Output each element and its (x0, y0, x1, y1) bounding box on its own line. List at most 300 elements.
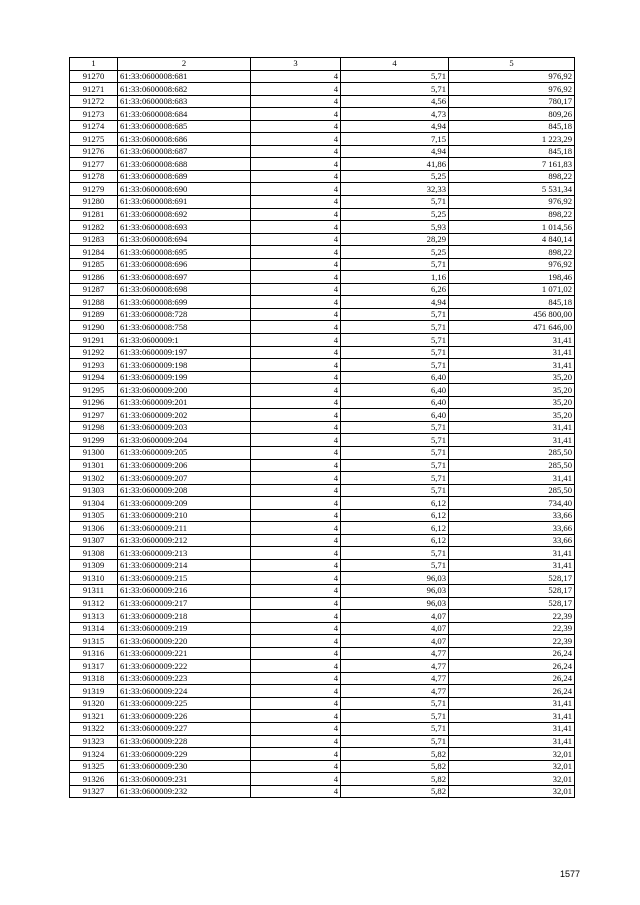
area-cell: 4,73 (341, 108, 449, 121)
cadastral-number-cell: 61:33:0600008:684 (118, 108, 251, 121)
table-row (70, 722, 575, 735)
category-cell: 4 (251, 95, 341, 108)
value-cell: 845,18 (449, 296, 575, 309)
row-number-cell: 91313 (70, 610, 118, 623)
table-row (70, 472, 575, 485)
cadastral-number-cell: 61:33:0600009:199 (118, 371, 251, 384)
category-cell: 4 (251, 434, 341, 447)
table-row (70, 572, 575, 585)
row-number-cell: 91281 (70, 208, 118, 221)
table-row (70, 484, 575, 497)
table-row (70, 785, 575, 798)
value-cell: 32,01 (449, 785, 575, 798)
category-cell: 4 (251, 246, 341, 259)
area-cell: 5,71 (341, 346, 449, 359)
value-cell: 1 071,02 (449, 283, 575, 296)
row-number-cell: 91310 (70, 572, 118, 585)
cadastral-number-cell: 61:33:0600009:200 (118, 384, 251, 397)
area-cell: 4,77 (341, 660, 449, 673)
header-row (70, 58, 575, 71)
table-row (70, 509, 575, 522)
cadastral-number-cell: 61:33:0600009:211 (118, 522, 251, 535)
cadastral-number-cell: 61:33:0600009:215 (118, 572, 251, 585)
value-cell: 31,41 (449, 697, 575, 710)
table-row (70, 346, 575, 359)
table-row (70, 196, 575, 209)
cadastral-number-cell: 61:33:0600009:203 (118, 421, 251, 434)
table-row (70, 108, 575, 121)
area-cell: 6,40 (341, 409, 449, 422)
cadastral-number-cell: 61:33:0600008:690 (118, 183, 251, 196)
value-cell: 285,50 (449, 484, 575, 497)
category-cell: 4 (251, 359, 341, 372)
row-number-cell: 91289 (70, 308, 118, 321)
value-cell: 31,41 (449, 710, 575, 723)
area-cell: 5,71 (341, 83, 449, 96)
area-cell: 4,07 (341, 610, 449, 623)
value-cell: 528,17 (449, 597, 575, 610)
table-row (70, 283, 575, 296)
table-row (70, 83, 575, 96)
table-row (70, 271, 575, 284)
cadastral-number-cell: 61:33:0600008:686 (118, 133, 251, 146)
cadastral-number-cell: 61:33:0600009:1 (118, 334, 251, 347)
column-header: 3 (251, 58, 341, 71)
value-cell: 31,41 (449, 334, 575, 347)
value-cell: 31,41 (449, 359, 575, 372)
category-cell: 4 (251, 509, 341, 522)
value-cell: 1 014,56 (449, 221, 575, 234)
cadastral-number-cell: 61:33:0600008:693 (118, 221, 251, 234)
cadastral-number-cell: 61:33:0600009:231 (118, 773, 251, 786)
row-number-cell: 91319 (70, 685, 118, 698)
area-cell: 5,71 (341, 421, 449, 434)
row-number-cell: 91316 (70, 647, 118, 660)
area-cell: 5,71 (341, 258, 449, 271)
value-cell: 976,92 (449, 70, 575, 83)
area-cell: 6,12 (341, 509, 449, 522)
category-cell: 4 (251, 196, 341, 209)
row-number-cell: 91301 (70, 459, 118, 472)
value-cell: 26,24 (449, 685, 575, 698)
cadastral-number-cell: 61:33:0600009:197 (118, 346, 251, 359)
area-cell: 4,77 (341, 685, 449, 698)
value-cell: 528,17 (449, 584, 575, 597)
category-cell: 4 (251, 321, 341, 334)
value-cell: 845,18 (449, 145, 575, 158)
row-number-cell: 91290 (70, 321, 118, 334)
area-cell: 6,40 (341, 371, 449, 384)
table-row (70, 697, 575, 710)
cadastral-number-cell: 61:33:0600008:682 (118, 83, 251, 96)
data-table (69, 57, 575, 798)
value-cell: 26,24 (449, 672, 575, 685)
value-cell: 898,22 (449, 246, 575, 259)
category-cell: 4 (251, 622, 341, 635)
category-cell: 4 (251, 722, 341, 735)
category-cell: 4 (251, 760, 341, 773)
value-cell: 31,41 (449, 434, 575, 447)
cadastral-number-cell: 61:33:0600008:696 (118, 258, 251, 271)
area-cell: 6,40 (341, 384, 449, 397)
cadastral-number-cell: 61:33:0600009:201 (118, 396, 251, 409)
table-row (70, 321, 575, 334)
area-cell: 5,71 (341, 710, 449, 723)
area-cell: 5,71 (341, 472, 449, 485)
area-cell: 5,82 (341, 760, 449, 773)
table-row (70, 434, 575, 447)
table-row (70, 384, 575, 397)
cadastral-number-cell: 61:33:0600009:225 (118, 697, 251, 710)
row-number-cell: 91272 (70, 95, 118, 108)
category-cell: 4 (251, 108, 341, 121)
row-number-cell: 91284 (70, 246, 118, 259)
value-cell: 809,26 (449, 108, 575, 121)
cadastral-number-cell: 61:33:0600009:228 (118, 735, 251, 748)
value-cell: 32,01 (449, 748, 575, 761)
cadastral-number-cell: 61:33:0600009:214 (118, 559, 251, 572)
row-number-cell: 91287 (70, 283, 118, 296)
table-row (70, 584, 575, 597)
value-cell: 976,92 (449, 83, 575, 96)
value-cell: 22,39 (449, 635, 575, 648)
table-row (70, 685, 575, 698)
category-cell: 4 (251, 384, 341, 397)
table-row (70, 396, 575, 409)
category-cell: 4 (251, 635, 341, 648)
table-row (70, 522, 575, 535)
value-cell: 31,41 (449, 547, 575, 560)
row-number-cell: 91320 (70, 697, 118, 710)
cadastral-number-cell: 61:33:0600008:689 (118, 170, 251, 183)
value-cell: 35,20 (449, 384, 575, 397)
table-row (70, 133, 575, 146)
category-cell: 4 (251, 396, 341, 409)
table-row (70, 359, 575, 372)
area-cell: 5,71 (341, 359, 449, 372)
area-cell: 5,71 (341, 459, 449, 472)
area-cell: 4,77 (341, 672, 449, 685)
table-row (70, 748, 575, 761)
value-cell: 780,17 (449, 95, 575, 108)
area-cell: 5,71 (341, 735, 449, 748)
value-cell: 33,66 (449, 522, 575, 535)
row-number-cell: 91299 (70, 434, 118, 447)
row-number-cell: 91324 (70, 748, 118, 761)
cadastral-number-cell: 61:33:0600009:212 (118, 534, 251, 547)
category-cell: 4 (251, 459, 341, 472)
category-cell: 4 (251, 183, 341, 196)
row-number-cell: 91315 (70, 635, 118, 648)
cadastral-number-cell: 61:33:0600008:698 (118, 283, 251, 296)
table-row (70, 95, 575, 108)
category-cell: 4 (251, 484, 341, 497)
category-cell: 4 (251, 647, 341, 660)
category-cell: 4 (251, 421, 341, 434)
row-number-cell: 91270 (70, 70, 118, 83)
area-cell: 5,82 (341, 785, 449, 798)
cadastral-number-cell: 61:33:0600009:208 (118, 484, 251, 497)
category-cell: 4 (251, 409, 341, 422)
category-cell: 4 (251, 610, 341, 623)
column-header: 1 (70, 58, 118, 71)
area-cell: 6,12 (341, 522, 449, 535)
category-cell: 4 (251, 710, 341, 723)
value-cell: 845,18 (449, 120, 575, 133)
row-number-cell: 91302 (70, 472, 118, 485)
value-cell: 976,92 (449, 196, 575, 209)
table-row (70, 710, 575, 723)
category-cell: 4 (251, 735, 341, 748)
category-cell: 4 (251, 308, 341, 321)
area-cell: 5,71 (341, 547, 449, 560)
value-cell: 31,41 (449, 735, 575, 748)
area-cell: 5,71 (341, 321, 449, 334)
value-cell: 4 840,14 (449, 233, 575, 246)
category-cell: 4 (251, 145, 341, 158)
category-cell: 4 (251, 120, 341, 133)
row-number-cell: 91300 (70, 446, 118, 459)
area-cell: 7,15 (341, 133, 449, 146)
row-number-cell: 91327 (70, 785, 118, 798)
cadastral-number-cell: 61:33:0600009:223 (118, 672, 251, 685)
row-number-cell: 91323 (70, 735, 118, 748)
row-number-cell: 91307 (70, 534, 118, 547)
table-row (70, 158, 575, 171)
cadastral-number-cell: 61:33:0600009:207 (118, 472, 251, 485)
area-cell: 5,71 (341, 70, 449, 83)
cadastral-number-cell: 61:33:0600009:205 (118, 446, 251, 459)
row-number-cell: 91280 (70, 196, 118, 209)
value-cell: 35,20 (449, 371, 575, 384)
cadastral-number-cell: 61:33:0600008:691 (118, 196, 251, 209)
area-cell: 96,03 (341, 572, 449, 585)
area-cell: 5,25 (341, 170, 449, 183)
cadastral-number-cell: 61:33:0600009:213 (118, 547, 251, 560)
category-cell: 4 (251, 133, 341, 146)
cadastral-number-cell: 61:33:0600008:728 (118, 308, 251, 321)
value-cell: 7 161,83 (449, 158, 575, 171)
category-cell: 4 (251, 158, 341, 171)
table-row (70, 183, 575, 196)
row-number-cell: 91293 (70, 359, 118, 372)
category-cell: 4 (251, 233, 341, 246)
area-cell: 5,71 (341, 446, 449, 459)
category-cell: 4 (251, 346, 341, 359)
category-cell: 4 (251, 660, 341, 673)
category-cell: 4 (251, 446, 341, 459)
value-cell: 198,46 (449, 271, 575, 284)
cadastral-number-cell: 61:33:0600009:226 (118, 710, 251, 723)
value-cell: 285,50 (449, 446, 575, 459)
category-cell: 4 (251, 773, 341, 786)
category-cell: 4 (251, 83, 341, 96)
area-cell: 5,93 (341, 221, 449, 234)
row-number-cell: 91276 (70, 145, 118, 158)
row-number-cell: 91279 (70, 183, 118, 196)
area-cell: 32,33 (341, 183, 449, 196)
table-row (70, 246, 575, 259)
table-row (70, 559, 575, 572)
table-row (70, 635, 575, 648)
row-number-cell: 91285 (70, 258, 118, 271)
category-cell: 4 (251, 221, 341, 234)
table-row (70, 622, 575, 635)
area-cell: 5,71 (341, 484, 449, 497)
area-cell: 4,94 (341, 145, 449, 158)
table-row (70, 760, 575, 773)
cadastral-number-cell: 61:33:0600009:204 (118, 434, 251, 447)
row-number-cell: 91274 (70, 120, 118, 133)
area-cell: 5,71 (341, 722, 449, 735)
category-cell: 4 (251, 334, 341, 347)
row-number-cell: 91303 (70, 484, 118, 497)
value-cell: 32,01 (449, 760, 575, 773)
cadastral-number-cell: 61:33:0600008:688 (118, 158, 251, 171)
value-cell: 35,20 (449, 396, 575, 409)
column-header: 5 (449, 58, 575, 71)
category-cell: 4 (251, 697, 341, 710)
category-cell: 4 (251, 597, 341, 610)
value-cell: 26,24 (449, 647, 575, 660)
cadastral-number-cell: 61:33:0600009:209 (118, 497, 251, 510)
cadastral-number-cell: 61:33:0600008:695 (118, 246, 251, 259)
area-cell: 6,12 (341, 534, 449, 547)
value-cell: 22,39 (449, 610, 575, 623)
cadastral-number-cell: 61:33:0600009:220 (118, 635, 251, 648)
row-number-cell: 91273 (70, 108, 118, 121)
row-number-cell: 91286 (70, 271, 118, 284)
column-header: 4 (341, 58, 449, 71)
table-row (70, 597, 575, 610)
table-row (70, 547, 575, 560)
row-number-cell: 91318 (70, 672, 118, 685)
area-cell: 41,86 (341, 158, 449, 171)
area-cell: 5,71 (341, 559, 449, 572)
area-cell: 4,07 (341, 635, 449, 648)
table-row (70, 421, 575, 434)
table-row (70, 672, 575, 685)
cadastral-number-cell: 61:33:0600008:699 (118, 296, 251, 309)
row-number-cell: 91311 (70, 584, 118, 597)
cadastral-number-cell: 61:33:0600009:221 (118, 647, 251, 660)
category-cell: 4 (251, 208, 341, 221)
table-row (70, 208, 575, 221)
area-cell: 5,71 (341, 308, 449, 321)
cadastral-number-cell: 61:33:0600009:216 (118, 584, 251, 597)
area-cell: 5,71 (341, 434, 449, 447)
area-cell: 4,94 (341, 120, 449, 133)
table-row (70, 735, 575, 748)
cadastral-number-cell: 61:33:0600009:219 (118, 622, 251, 635)
area-cell: 96,03 (341, 584, 449, 597)
value-cell: 26,24 (449, 660, 575, 673)
row-number-cell: 91283 (70, 233, 118, 246)
value-cell: 35,20 (449, 409, 575, 422)
table-row (70, 534, 575, 547)
category-cell: 4 (251, 296, 341, 309)
row-number-cell: 91309 (70, 559, 118, 572)
category-cell: 4 (251, 258, 341, 271)
table-row (70, 296, 575, 309)
area-cell: 5,25 (341, 246, 449, 259)
value-cell: 976,92 (449, 258, 575, 271)
column-header: 2 (118, 58, 251, 71)
cadastral-number-cell: 61:33:0600009:230 (118, 760, 251, 773)
table-body (70, 70, 575, 798)
category-cell: 4 (251, 283, 341, 296)
row-number-cell: 91314 (70, 622, 118, 635)
table-row (70, 221, 575, 234)
page-number: 1577 (560, 869, 581, 879)
area-cell: 6,40 (341, 396, 449, 409)
table-row (70, 371, 575, 384)
category-cell: 4 (251, 522, 341, 535)
cadastral-number-cell: 61:33:0600009:198 (118, 359, 251, 372)
row-number-cell: 91275 (70, 133, 118, 146)
row-number-cell: 91305 (70, 509, 118, 522)
category-cell: 4 (251, 748, 341, 761)
category-cell: 4 (251, 472, 341, 485)
value-cell: 734,40 (449, 497, 575, 510)
area-cell: 4,56 (341, 95, 449, 108)
value-cell: 898,22 (449, 170, 575, 183)
row-number-cell: 91325 (70, 760, 118, 773)
category-cell: 4 (251, 534, 341, 547)
value-cell: 31,41 (449, 421, 575, 434)
cadastral-number-cell: 61:33:0600009:229 (118, 748, 251, 761)
cadastral-number-cell: 61:33:0600008:683 (118, 95, 251, 108)
value-cell: 31,41 (449, 346, 575, 359)
area-cell: 4,77 (341, 647, 449, 660)
row-number-cell: 91292 (70, 346, 118, 359)
category-cell: 4 (251, 572, 341, 585)
category-cell: 4 (251, 685, 341, 698)
cadastral-number-cell: 61:33:0600009:210 (118, 509, 251, 522)
row-number-cell: 91326 (70, 773, 118, 786)
row-number-cell: 91277 (70, 158, 118, 171)
value-cell: 471 646,00 (449, 321, 575, 334)
row-number-cell: 91317 (70, 660, 118, 673)
row-number-cell: 91306 (70, 522, 118, 535)
category-cell: 4 (251, 170, 341, 183)
row-number-cell: 91297 (70, 409, 118, 422)
value-cell: 1 223,29 (449, 133, 575, 146)
table-row (70, 258, 575, 271)
value-cell: 5 531,34 (449, 183, 575, 196)
cadastral-number-cell: 61:33:0600009:222 (118, 660, 251, 673)
cadastral-number-cell: 61:33:0600009:217 (118, 597, 251, 610)
row-number-cell: 91291 (70, 334, 118, 347)
cadastral-number-cell: 61:33:0600009:224 (118, 685, 251, 698)
table-row (70, 145, 575, 158)
table-row (70, 497, 575, 510)
area-cell: 5,71 (341, 334, 449, 347)
table-row (70, 647, 575, 660)
table-row (70, 660, 575, 673)
category-cell: 4 (251, 497, 341, 510)
row-number-cell: 91322 (70, 722, 118, 735)
cadastral-number-cell: 61:33:0600008:692 (118, 208, 251, 221)
cadastral-number-cell: 61:33:0600009:206 (118, 459, 251, 472)
table-row (70, 120, 575, 133)
cadastral-number-cell: 61:33:0600008:687 (118, 145, 251, 158)
value-cell: 31,41 (449, 472, 575, 485)
value-cell: 32,01 (449, 773, 575, 786)
table-row (70, 233, 575, 246)
category-cell: 4 (251, 547, 341, 560)
value-cell: 285,50 (449, 459, 575, 472)
